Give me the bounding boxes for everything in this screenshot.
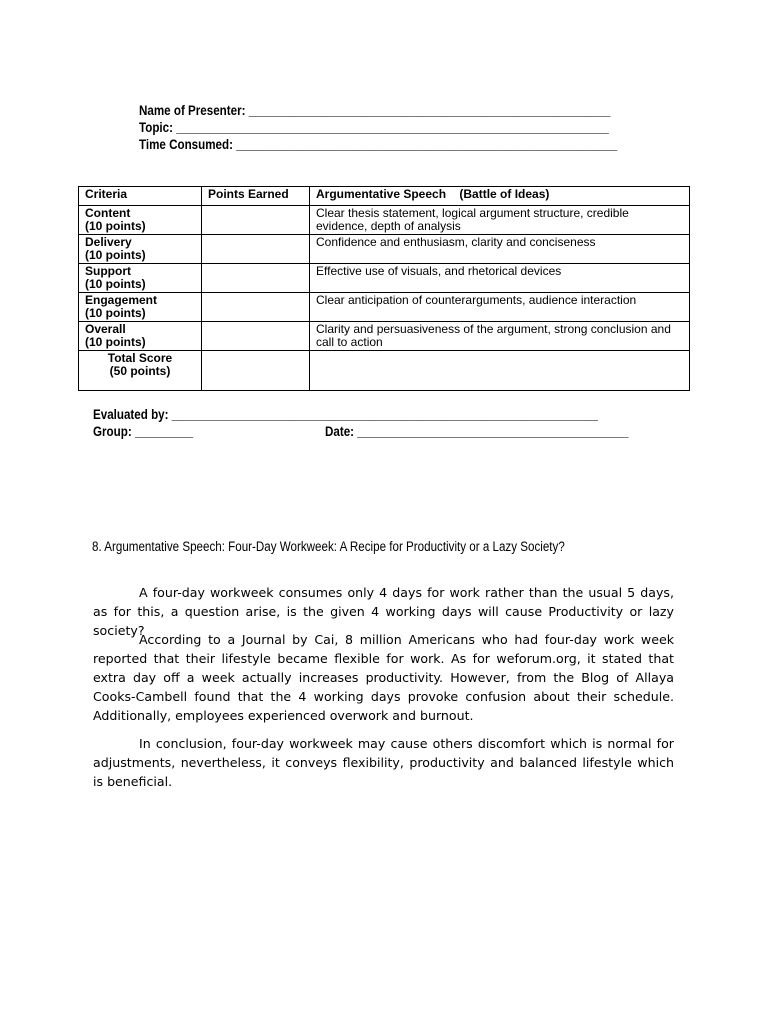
criterion-cell	[79, 293, 202, 322]
rubric-table	[78, 186, 690, 391]
points-earned-cell	[202, 322, 310, 351]
essay-paragraph: A four-day workweek consumes only 4 days for work rather than the usual 5 days, as for this, a question arise, is the given 4 working days will cause Productivity or lazy society?	[93, 585, 674, 638]
time-field	[139, 137, 617, 153]
criterion-name: Content	[85, 206, 131, 220]
total-points-earned-cell	[202, 351, 310, 391]
total-score-points: (50 points)	[109, 364, 171, 378]
criterion-cell	[79, 264, 202, 293]
points-earned-cell	[202, 235, 310, 264]
date-field	[325, 424, 628, 440]
description-cell: Clear anticipation of counterarguments, audience interaction	[310, 293, 690, 322]
description-cell: Clarity and persuasiveness of the argument, strong conclusion and call to action	[310, 322, 690, 351]
criterion-cell	[79, 235, 202, 264]
rubric-row	[79, 293, 690, 322]
criterion-points: (10 points)	[85, 248, 146, 262]
essay-paragraph: According to a Journal by Cai, 8 million Americans who had four-day work week reported that their lifestyle became flexible for work. As for weforum.org, it stated that extra day off a week actually increases productivity. However, from the Blog of Allaya Cooks-Cambell found that the 4 working days provoke confusion about their schedule. Additionally, employees experienced overwork and burnout.	[93, 632, 674, 723]
points-earned-cell	[202, 206, 310, 235]
group-field	[93, 424, 193, 440]
evaluated-blank: __________________________________________________________________	[171, 407, 598, 422]
criterion-cell	[79, 206, 202, 235]
presenter-field	[139, 103, 610, 119]
presenter-blank: ________________________________________________________	[248, 103, 611, 118]
header-criteria: Criteria	[79, 187, 202, 206]
time-blank: ___________________________________________________________	[236, 137, 618, 152]
rubric-row	[79, 206, 690, 235]
header-argumentative-speech: Argumentative Speech (Battle of Ideas)	[310, 187, 690, 206]
criterion-points: (10 points)	[85, 335, 146, 349]
total-score-label: Total Score	[107, 351, 173, 365]
rubric-row	[79, 264, 690, 293]
topic-label: Topic:	[139, 120, 173, 135]
criterion-points: (10 points)	[85, 277, 146, 291]
rubric-row	[79, 322, 690, 351]
description-cell: Confidence and enthusiasm, clarity and conciseness	[310, 235, 690, 264]
points-earned-cell	[202, 264, 310, 293]
date-label: Date:	[325, 424, 355, 439]
criterion-points: (10 points)	[85, 219, 146, 233]
evaluated-by-field	[93, 407, 598, 423]
description-cell: Effective use of visuals, and rhetorical devices	[310, 264, 690, 293]
criterion-points: (10 points)	[85, 306, 146, 320]
essay-paragraph: In conclusion, four-day workweek may cause others discomfort which is normal for adjustments, nevertheless, it conveys flexibility, productivity and balanced lifestyle which is beneficial.	[93, 736, 674, 789]
date-blank: __________________________________________	[357, 424, 629, 439]
criterion-name: Support	[85, 264, 131, 278]
rubric-header-row	[79, 187, 690, 206]
time-label: Time Consumed:	[139, 137, 233, 152]
description-cell: Clear thesis statement, logical argument structure, credible evidence, depth of analysis	[310, 206, 690, 235]
topic-blank: ___________________________________________________________________	[176, 120, 609, 135]
essay-title: 8. Argumentative Speech: Four-Day Workweek: A Recipe for Productivity or a Lazy Society?	[92, 539, 565, 554]
points-earned-cell	[202, 293, 310, 322]
criterion-name: Delivery	[85, 235, 132, 249]
total-score-cell	[79, 351, 202, 391]
criterion-name: Engagement	[85, 293, 158, 307]
criterion-cell	[79, 322, 202, 351]
criterion-name: Overall	[85, 322, 126, 336]
rubric-row	[79, 235, 690, 264]
presenter-label: Name of Presenter:	[139, 103, 246, 118]
topic-field	[139, 120, 609, 136]
evaluated-label: Evaluated by:	[93, 407, 169, 422]
rubric-total-row	[79, 351, 690, 391]
group-blank: _________	[134, 424, 194, 439]
total-description-cell	[310, 351, 690, 391]
group-label: Group:	[93, 424, 132, 439]
header-points-earned: Points Earned	[202, 187, 310, 206]
